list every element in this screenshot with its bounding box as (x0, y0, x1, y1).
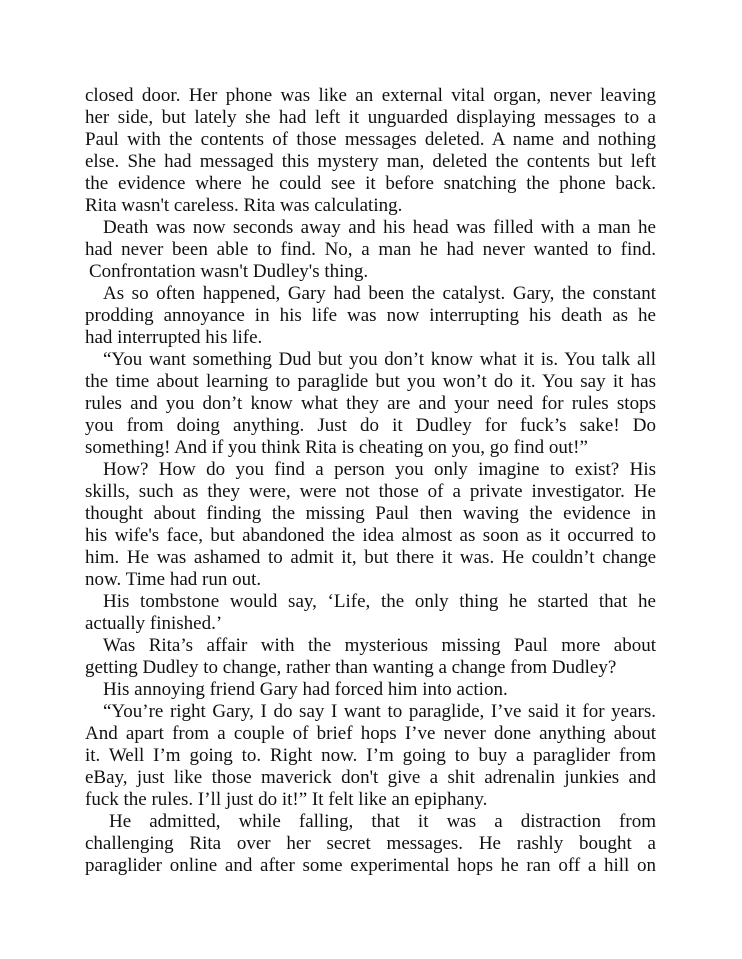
text-line: Death was now seconds away and his head was filled with a man he (103, 217, 656, 238)
text-line: Rita wasn't careless. Rita was calculating. (85, 195, 403, 216)
text-line: rules and you don’t know what they are and your need for rules stops (85, 393, 656, 414)
text-line: skills, such as they were, were not those of a private investigator. He (85, 481, 656, 502)
text-line: getting Dudley to change, rather than wanting a change from Dudley? (85, 657, 617, 678)
text-line: eBay, just like those maverick don't give a shit adrenalin junkies and (85, 767, 656, 788)
text-line: “You’re right Gary, I do say I want to paraglide, I’ve said it for years. (103, 701, 656, 722)
paragraph (85, 349, 656, 459)
document-page (85, 85, 656, 877)
text-line: the time about learning to paraglide but you won’t do it. You say it has (85, 371, 656, 392)
text-line: thought about finding the missing Paul then waving the evidence in (85, 503, 656, 524)
text-line: it. Well I’m going to. Right now. I’m going to buy a paraglider from (85, 745, 656, 766)
paragraph (85, 85, 656, 217)
text-line: He admitted, while falling, that it was a distraction from (109, 811, 656, 832)
text-line: Confrontation wasn't Dudley's thing. (89, 261, 369, 282)
text-line: his wife's face, but abandoned the idea almost as soon as it occurred to (85, 525, 656, 546)
text-line: How? How do you find a person you only imagine to exist? His (103, 459, 656, 480)
text-line: fuck the rules. I’ll just do it!” It felt like an epiphany. (85, 789, 488, 810)
text-line: paraglider online and after some experimental hops he ran off a hill on (85, 855, 656, 876)
paragraph (85, 635, 656, 679)
paragraph (85, 701, 656, 811)
text-line: something! And if you think Rita is cheating on you, go find out!” (85, 437, 588, 458)
paragraph (85, 591, 656, 635)
text-line: Paul with the contents of those messages deleted. A name and nothing (85, 129, 656, 150)
paragraph (85, 217, 656, 283)
text-line: had never been able to find. No, a man he had never wanted to find. (85, 239, 656, 260)
text-line: you from doing anything. Just do it Dudley for fuck’s sake! Do (85, 415, 656, 436)
text-line: else. She had messaged this mystery man, deleted the contents but left (85, 151, 656, 172)
text-line: had interrupted his life. (85, 327, 263, 348)
text-line: His tombstone would say, ‘Life, the only thing he started that he (103, 591, 656, 612)
text-line: prodding annoyance in his life was now interrupting his death as he (85, 305, 656, 326)
text-line: her side, but lately she had left it unguarded displaying messages to a (85, 107, 656, 128)
text-line: His annoying friend Gary had forced him into action. (103, 679, 508, 700)
text-line: “You want something Dud but you don’t know what it is. You talk all (103, 349, 656, 370)
text-line: closed door. Her phone was like an external vital organ, never leaving (85, 85, 656, 106)
text-line: actually finished.’ (85, 613, 223, 634)
text-line: As so often happened, Gary had been the catalyst. Gary, the constant (103, 283, 656, 304)
text-line: him. He was ashamed to admit it, but there it was. He couldn’t change (85, 547, 656, 568)
paragraph (85, 679, 656, 701)
text-line: the evidence where he could see it before snatching the phone back. (85, 173, 656, 194)
paragraph (85, 811, 656, 877)
text-line: challenging Rita over her secret messages. He rashly bought a (85, 833, 656, 854)
text-line: now. Time had run out. (85, 569, 262, 590)
paragraph (85, 283, 656, 349)
text-line: Was Rita’s affair with the mysterious missing Paul more about (103, 635, 656, 656)
text-line: And apart from a couple of brief hops I’ve never done anything about (85, 723, 656, 744)
paragraph (85, 459, 656, 591)
